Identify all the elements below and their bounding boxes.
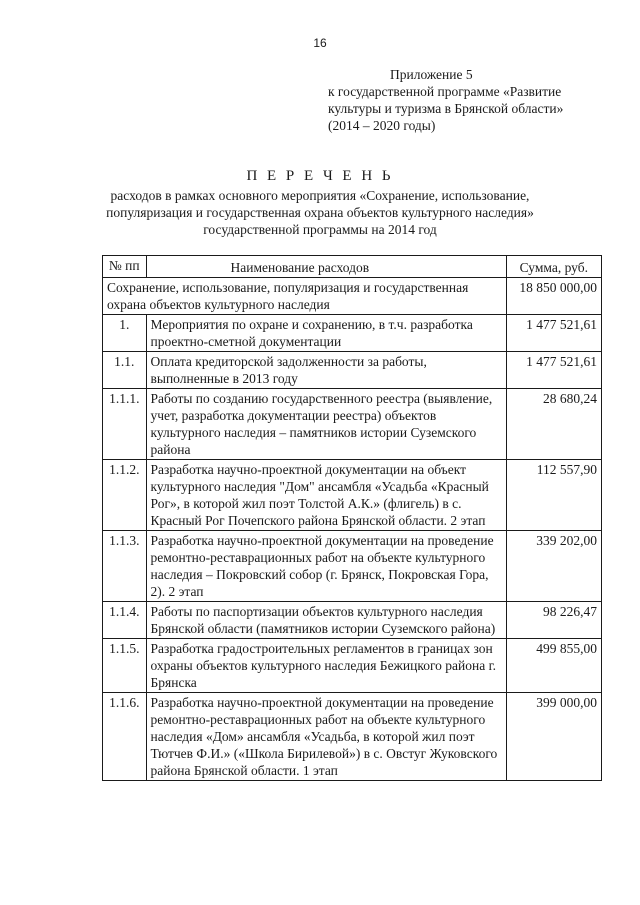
row-num: 1.1.4. [103, 602, 147, 639]
row-name: Работы по созданию государственного реестра (выявление, учет, разработка документации реестра) объектов культурного наследия – памятников истории Суземского района [146, 389, 506, 460]
row-sum: 98 226,47 [506, 602, 601, 639]
table-row [103, 531, 602, 602]
row-name: Оплата кредиторской задолженности за работы, выполненные в 2013 году [146, 352, 506, 389]
table-row-total [103, 278, 602, 315]
expenses-table [102, 255, 602, 781]
page-number: 16 [313, 36, 327, 50]
row-sum: 499 855,00 [506, 639, 601, 693]
row-sum: 112 557,90 [506, 460, 601, 531]
row-name: Разработка градостроительных регламентов в границах зон охраны объектов культурного наследия Бежицкого района г. Брянска [146, 639, 506, 693]
row-num: 1.1.3. [103, 531, 147, 602]
table-row [103, 315, 602, 352]
row-num: 1.1.5. [103, 639, 147, 693]
table-row [103, 389, 602, 460]
appendix-block [328, 66, 563, 134]
document-subtitle: расходов в рамках основного мероприятия «Сохранение, использование, популяризация и государственная охрана объектов культурного наследия» государственной программы на 2014 год [106, 188, 534, 237]
row-name: Разработка научно-проектной документации на проведение ремонтно-реставрационных работ на объекте культурного наследия – Покровский собор (г. Брянск, Покровская Гора, 2). 2 этап [146, 531, 506, 602]
table-row [103, 639, 602, 693]
total-sum: 18 850 000,00 [506, 278, 601, 315]
total-name: Сохранение, использование, популяризация и государственная охрана объектов культурного наследия [103, 278, 507, 315]
row-num: 1.1. [103, 352, 147, 389]
row-num: 1.1.1. [103, 389, 147, 460]
appendix-line-1: Приложение 5 [390, 67, 473, 82]
row-sum: 1 477 521,61 [506, 352, 601, 389]
row-sum: 1 477 521,61 [506, 315, 601, 352]
appendix-line-2: к государственной программе «Развитие [328, 84, 562, 99]
header-name: Наименование расходов [146, 256, 506, 278]
row-num: 1. [103, 315, 147, 352]
row-num: 1.1.2. [103, 460, 147, 531]
header-num: № пп [103, 256, 147, 278]
appendix-line-4: (2014 – 2020 годы) [328, 118, 436, 133]
row-sum: 28 680,24 [506, 389, 601, 460]
table-row [103, 602, 602, 639]
table-header-row [103, 256, 602, 278]
appendix-line-3: культуры и туризма в Брянской области» [328, 101, 564, 116]
row-sum: 399 000,00 [506, 693, 601, 781]
row-sum: 339 202,00 [506, 531, 601, 602]
document-title: П Е Р Е Ч Е Н Ь [246, 168, 394, 184]
row-name: Разработка научно-проектной документации на объект культурного наследия "Дом" ансамбля «Усадьба «Красный Рог», в которой жил поэт Толстой А.К.» (флигель) в с. Красный Рог Почепского района Брянской области. 2 этап [146, 460, 506, 531]
row-name: Разработка научно-проектной документации на проведение ремонтно-реставрационных работ на объекте культурного наследия «Дом» ансамбля «Усадьба, в которой жил поэт Тютчев Ф.И.» («Школа Бирилевой») в с. Овстуг Жуковского района Брянской области. 1 этап [146, 693, 506, 781]
header-sum: Сумма, руб. [506, 256, 601, 278]
table-body [103, 278, 602, 781]
row-name: Работы по паспортизации объектов культурного наследия Брянской области (памятников истории Суземского района) [146, 602, 506, 639]
table-row [103, 460, 602, 531]
row-name: Мероприятия по охране и сохранению, в т.ч. разработка проектно-сметной документации [146, 315, 506, 352]
table-row [103, 352, 602, 389]
table-row [103, 693, 602, 781]
row-num: 1.1.6. [103, 693, 147, 781]
